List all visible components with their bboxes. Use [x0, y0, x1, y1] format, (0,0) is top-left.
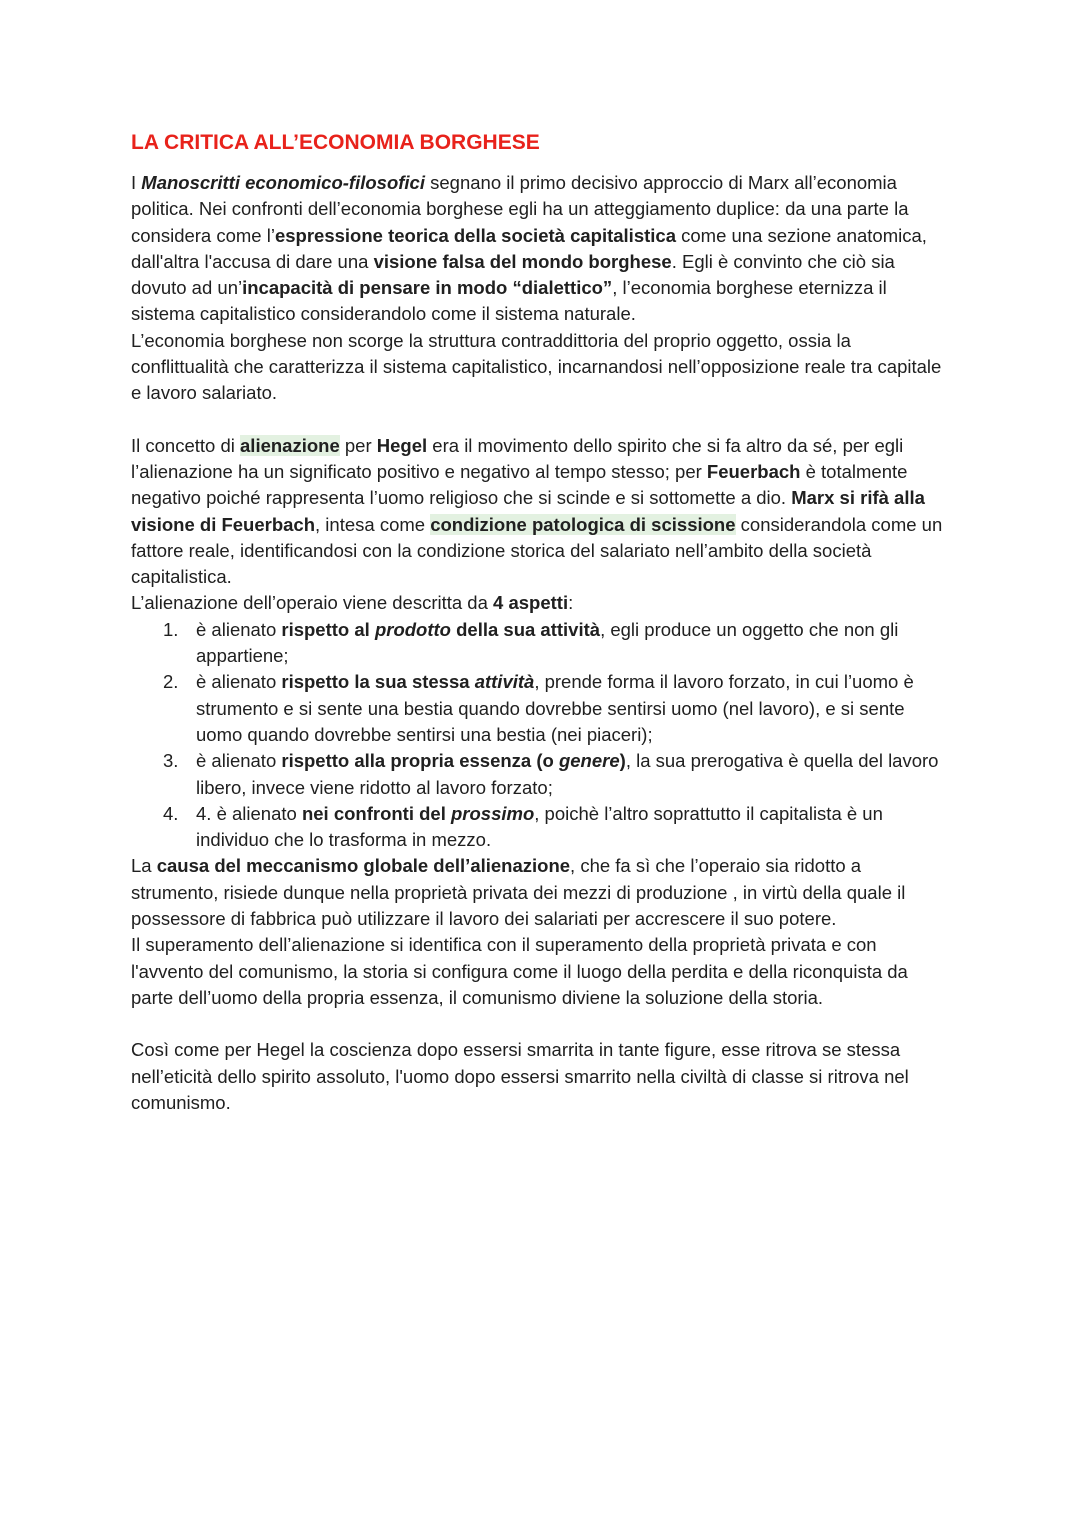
text-run: Marx si rifà alla visione di Feuerbach [131, 487, 925, 535]
text-run: genere [558, 750, 620, 772]
text-run: è totalmente negativo poiché rappresenta l’uomo religioso che si scinde e si sottomette a dio. [131, 460, 908, 509]
list-number: 1. [163, 618, 179, 640]
text-run: rispetto la sua stessa [281, 671, 475, 693]
text-run: attività [474, 671, 535, 693]
list-number: 4. [163, 802, 179, 824]
text-run: La [131, 855, 157, 877]
text-run: L’alienazione dell’operaio viene descritta da [131, 592, 494, 614]
text-run: Feuerbach [706, 460, 801, 482]
text-run: causa del meccanismo globale dell’alienazione [156, 855, 571, 877]
document-content [131, 128, 951, 1116]
text-run: per [339, 434, 377, 456]
text-run: era il movimento dello spirito che si fa altro da sé, per egli l’alienazione ha un significato positivo e negativo al tempo stesso; per [131, 434, 904, 482]
paragraph-struttura: L’economia borghese non scorge la struttura contraddittoria del proprio oggetto, ossia la conflittualità che caratterizza il sistema capitalistico, incarnandosi nell’opposizione reale tra capitale e lavoro salariato. [131, 329, 942, 404]
text-run: nei confronti del [301, 802, 451, 824]
paragraph-conclusione: Così come per Hegel la coscienza dopo essersi smarrita in tante figure, esse ritrova se stessa nell’eticità dello spirito assoluto, l'uomo dopo essersi smarrito nella civiltà di classe si ritrova nel comunismo. [131, 1039, 909, 1113]
highlight-condizione: condizione patologica di scissione [430, 513, 736, 535]
text-run: 4. è alienato [196, 802, 302, 824]
list-number: 3. [163, 750, 179, 772]
list-item [131, 801, 951, 854]
text-run: rispetto al [281, 618, 375, 640]
list-item [131, 669, 951, 748]
text-run: è alienato [196, 750, 282, 772]
text-run: : [568, 592, 574, 614]
list-item [131, 617, 951, 670]
text-run: segnano il primo decisivo approccio di Marx all’economia politica. Nei confronti dell’economia borghese egli ha un atteggiamento duplice: da una parte la considera come l’ [131, 172, 909, 246]
text-run: considerandola come un fattore reale, identificandosi con la condizione storica del salariato nell’ambito della società capitalistica. [131, 513, 943, 588]
text-run: . Egli è convinto che ciò sia dovuto ad un’ [131, 250, 895, 299]
list-number: 2. [163, 671, 179, 693]
paragraph-alienazione [131, 433, 951, 591]
spacer [131, 407, 951, 433]
text-run: espressione teorica della società capitalistica [274, 224, 676, 246]
text-run: , intesa come [315, 513, 431, 535]
text-run: 4 aspetti [493, 592, 569, 614]
paragraph-aspetti [131, 590, 951, 616]
text-run: della sua attività [450, 618, 601, 640]
text-run: è alienato [196, 618, 282, 640]
page-title: LA CRITICA ALL’ECONOMIA BORGHESE [131, 131, 540, 154]
text-run: , la sua prerogativa è quella del lavoro libero, invece viene ridotto al lavoro forzato; [196, 750, 939, 798]
text-run: Il concetto di [131, 434, 241, 456]
paragraph-manoscritti [131, 170, 951, 328]
paragraph-causa [131, 853, 951, 932]
highlight-alienazione: alienazione [240, 434, 340, 456]
aspects-list [131, 617, 951, 854]
text-run: Hegel [376, 434, 428, 456]
list-item [131, 748, 951, 801]
text-run: rispetto alla propria essenza (o [281, 750, 559, 772]
text-run: come una sezione anatomica, dall'altra l'accusa di dare una [131, 224, 927, 272]
text-run: è alienato [196, 671, 282, 693]
text-run: visione falsa del mondo borghese [373, 250, 672, 272]
text-run: incapacità di pensare in modo “dialettico” [242, 277, 613, 299]
text-run: , l’economia borghese eternizza il sistema capitalistico considerandolo come il sistema naturale. [131, 277, 887, 325]
spacer [131, 1011, 951, 1037]
text-run: , poichè l’altro soprattutto il capitalista è un individuo che lo trasforma in mezzo. [196, 802, 883, 851]
text-run: prodotto [374, 618, 451, 640]
text-run: prossimo [450, 802, 535, 824]
text-run: , egli produce un oggetto che non gli appartiene; [196, 618, 899, 667]
text-run: , che fa sì che l’operaio sia ridotto a strumento, risiede dunque nella proprietà privata dei mezzi di produzione , in virtù della quale il possessore di fabbrica può utilizzare il lavoro dei salariati per accrescere il suo potere. [131, 855, 906, 930]
text-run: I [131, 172, 142, 193]
paragraph-superamento: Il superamento dell’alienazione si identifica con il superamento della proprietà privata e con l'avvento del comunismo, la storia si configura come il luogo della perdita e della riconquista da parte dell’uomo della propria essenza, il comunismo diviene la soluzione della storia. [131, 934, 908, 1008]
text-run: , prende forma il lavoro forzato, in cui l’uomo è strumento e si sente una bestia quando dovrebbe sentirsi uomo (nel lavoro), e si sente uomo quando dovrebbe sentirsi una bestia (nei piaceri); [196, 671, 914, 745]
text-run: ) [619, 750, 626, 772]
text-run: Manoscritti economico-filosofici [141, 172, 425, 193]
